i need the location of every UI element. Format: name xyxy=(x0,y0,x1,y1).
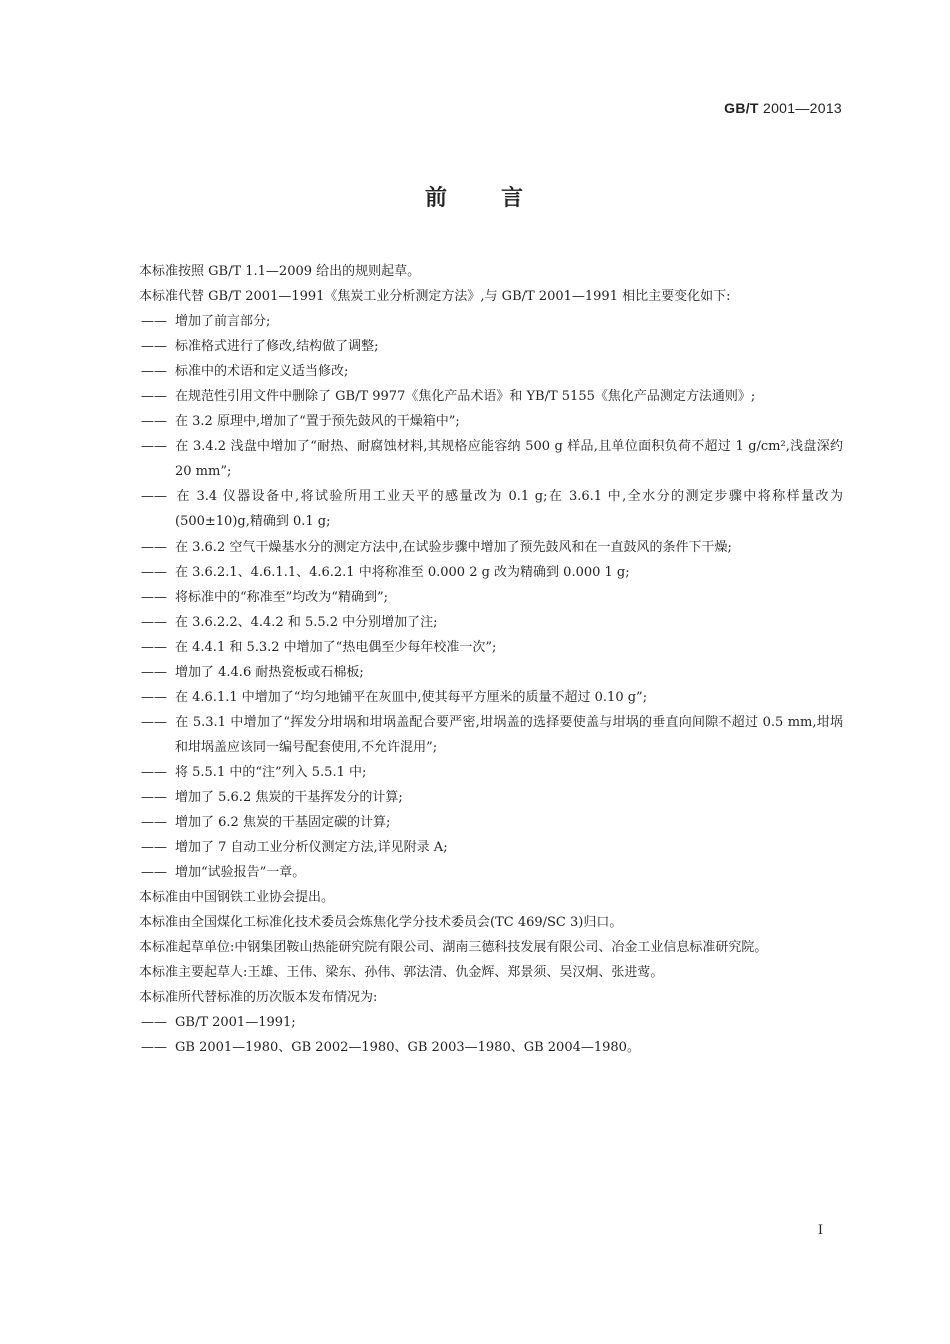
page-title xyxy=(0,181,950,212)
list-item xyxy=(107,710,843,760)
list-item-text: 将 5.5.1 中的“注”列入 5.5.1 中; xyxy=(175,764,367,780)
list-item xyxy=(107,484,843,534)
list-item-text: 标准中的术语和定义适当修改; xyxy=(175,364,349,380)
history-list xyxy=(107,1010,843,1060)
list-item xyxy=(107,785,843,810)
list-item xyxy=(107,309,843,334)
dash-marker: —— xyxy=(141,364,167,380)
dash-marker: —— xyxy=(141,714,167,730)
list-item-text: 在 5.3.1 中增加了“挥发分坩埚和坩埚盖配合要严密,坩埚盖的选择要使盖与坩埚的垂直向间隙不超过 0.5 mm,坩埚和坩埚盖应该同一编号配套使用,不允许混用”; xyxy=(175,714,843,755)
list-item-text: 增加了 7 自动工业分析仪测定方法,详见附录 A; xyxy=(175,840,448,856)
dash-marker: —— xyxy=(141,1015,167,1031)
list-item xyxy=(107,359,843,384)
dash-marker: —— xyxy=(141,789,167,805)
list-item-text: 在 3.4.2 浅盘中增加了“耐热、耐腐蚀材料,其规格应能容纳 500 g 样品,且单位面积负荷不超过 1 g/cm²,浅盘深约 20 mm”; xyxy=(175,439,843,480)
list-item xyxy=(107,835,843,860)
list-item xyxy=(107,434,843,484)
list-item-text: 增加了 6.2 焦炭的干基固定碳的计算; xyxy=(175,815,391,831)
proposer-paragraph: 本标准由中国钢铁工业协会提出。 xyxy=(139,890,335,906)
list-item-text: GB/T 2001—1991; xyxy=(175,1015,296,1031)
list-item-text: 在 3.2 原理中,增加了“置于预先鼓风的干燥箱中”; xyxy=(175,414,460,430)
standard-code-header xyxy=(724,100,842,116)
standard-code-number: 2001—2013 xyxy=(763,100,842,116)
dash-marker: —— xyxy=(141,614,167,630)
dash-marker: —— xyxy=(141,865,167,881)
list-item xyxy=(107,1035,843,1060)
list-item xyxy=(107,409,843,434)
list-item xyxy=(107,685,843,710)
dash-marker: —— xyxy=(141,539,167,555)
dash-marker: —— xyxy=(141,764,167,780)
list-item-text: 增加“试验报告”一章。 xyxy=(175,865,306,881)
list-item xyxy=(107,560,843,585)
dash-marker: —— xyxy=(141,564,167,580)
intro-paragraph-replacement: 本标准代替 GB/T 2001—1991《焦炭工业分析测定方法》,与 GB/T 2001—1991 相比主要变化如下: xyxy=(139,289,731,305)
dash-marker: —— xyxy=(141,639,167,655)
list-item xyxy=(107,860,843,885)
list-item-text: GB 2001—1980、GB 2002—1980、GB 2003—1980、GB 2004—1980。 xyxy=(175,1040,640,1056)
list-item xyxy=(107,334,843,359)
committee-paragraph: 本标准由全国煤化工标准化技术委员会炼焦化学分技术委员会(TC 469/SC 3)归口。 xyxy=(139,915,623,931)
document-body xyxy=(107,259,843,1061)
list-item xyxy=(107,810,843,835)
dash-marker: —— xyxy=(141,1040,167,1056)
dash-marker: —— xyxy=(141,815,167,831)
dash-marker: —— xyxy=(141,339,167,355)
dash-marker: —— xyxy=(141,664,167,680)
list-item-text: 在规范性引用文件中删除了 GB/T 9977《焦化产品术语》和 YB/T 5155《焦化产品测定方法通则》; xyxy=(175,389,756,405)
list-item-text: 在 4.6.1.1 中增加了“均匀地铺平在灰皿中,使其每平方厘米的质量不超过 0.10 g”; xyxy=(175,689,648,705)
list-item xyxy=(107,585,843,610)
list-item xyxy=(107,1010,843,1035)
list-item xyxy=(107,635,843,660)
dash-marker: —— xyxy=(141,589,167,605)
list-item-text: 增加了 4.4.6 耐热瓷板或石棉板; xyxy=(175,664,364,680)
dash-marker: —— xyxy=(141,389,167,405)
drafters-paragraph: 本标准主要起草人:王雄、王伟、梁东、孙伟、郭法清、仇金辉、郑景须、吴汉炯、张进莺。 xyxy=(139,965,664,981)
list-item xyxy=(107,535,843,560)
dash-marker: —— xyxy=(141,414,167,430)
changes-list xyxy=(107,309,843,885)
dash-marker: —— xyxy=(141,489,167,505)
list-item xyxy=(107,760,843,785)
history-intro-paragraph: 本标准所代替标准的历次版本发布情况为: xyxy=(139,990,378,1006)
list-item-text: 在 3.6.2.1、4.6.1.1、4.6.2.1 中将称准至 0.000 2 g 改为精确到 0.000 1 g; xyxy=(175,564,630,580)
list-item xyxy=(107,610,843,635)
page-number: I xyxy=(817,1223,823,1238)
dash-marker: —— xyxy=(141,314,167,330)
dash-marker: —— xyxy=(141,439,167,455)
list-item-text: 在 3.6.2 空气干燥基水分的测定方法中,在试验步骤中增加了预先鼓风和在一直鼓风的条件下干燥; xyxy=(175,539,732,555)
page-title-part2: 言 xyxy=(501,186,526,211)
dash-marker: —— xyxy=(141,689,167,705)
list-item-text: 标准格式进行了修改,结构做了调整; xyxy=(175,339,379,355)
dash-marker: —— xyxy=(141,840,167,856)
list-item xyxy=(107,384,843,409)
intro-paragraph-drafting-rules: 本标准按照 GB/T 1.1—2009 给出的规则起草。 xyxy=(139,264,421,279)
list-item-text: 增加了前言部分; xyxy=(175,314,271,330)
list-item xyxy=(107,660,843,685)
list-item-text: 在 3.6.2.2、4.4.2 和 5.5.2 中分别增加了注; xyxy=(175,614,438,630)
page-title-part1: 前 xyxy=(424,186,449,211)
list-item-text: 在 4.4.1 和 5.3.2 中增加了“热电偶至少每年校准一次”; xyxy=(175,639,497,655)
drafting-units-paragraph: 本标准起草单位:中钢集团鞍山热能研究院有限公司、湖南三德科技发展有限公司、冶金工业信息标准研究院。 xyxy=(139,940,768,956)
standard-code-prefix: GB/T xyxy=(724,100,759,116)
list-item-text: 增加了 5.6.2 焦炭的干基挥发分的计算; xyxy=(175,789,403,805)
list-item-text: 在 3.4 仪器设备中,将试验所用工业天平的感量改为 0.1 g;在 3.6.1 中,全水分的测定步骤中将称样量改为(500±10)g,精确到 0.1 g; xyxy=(175,489,843,530)
list-item-text: 将标准中的“称准至”均改为“精确到”; xyxy=(175,589,388,605)
